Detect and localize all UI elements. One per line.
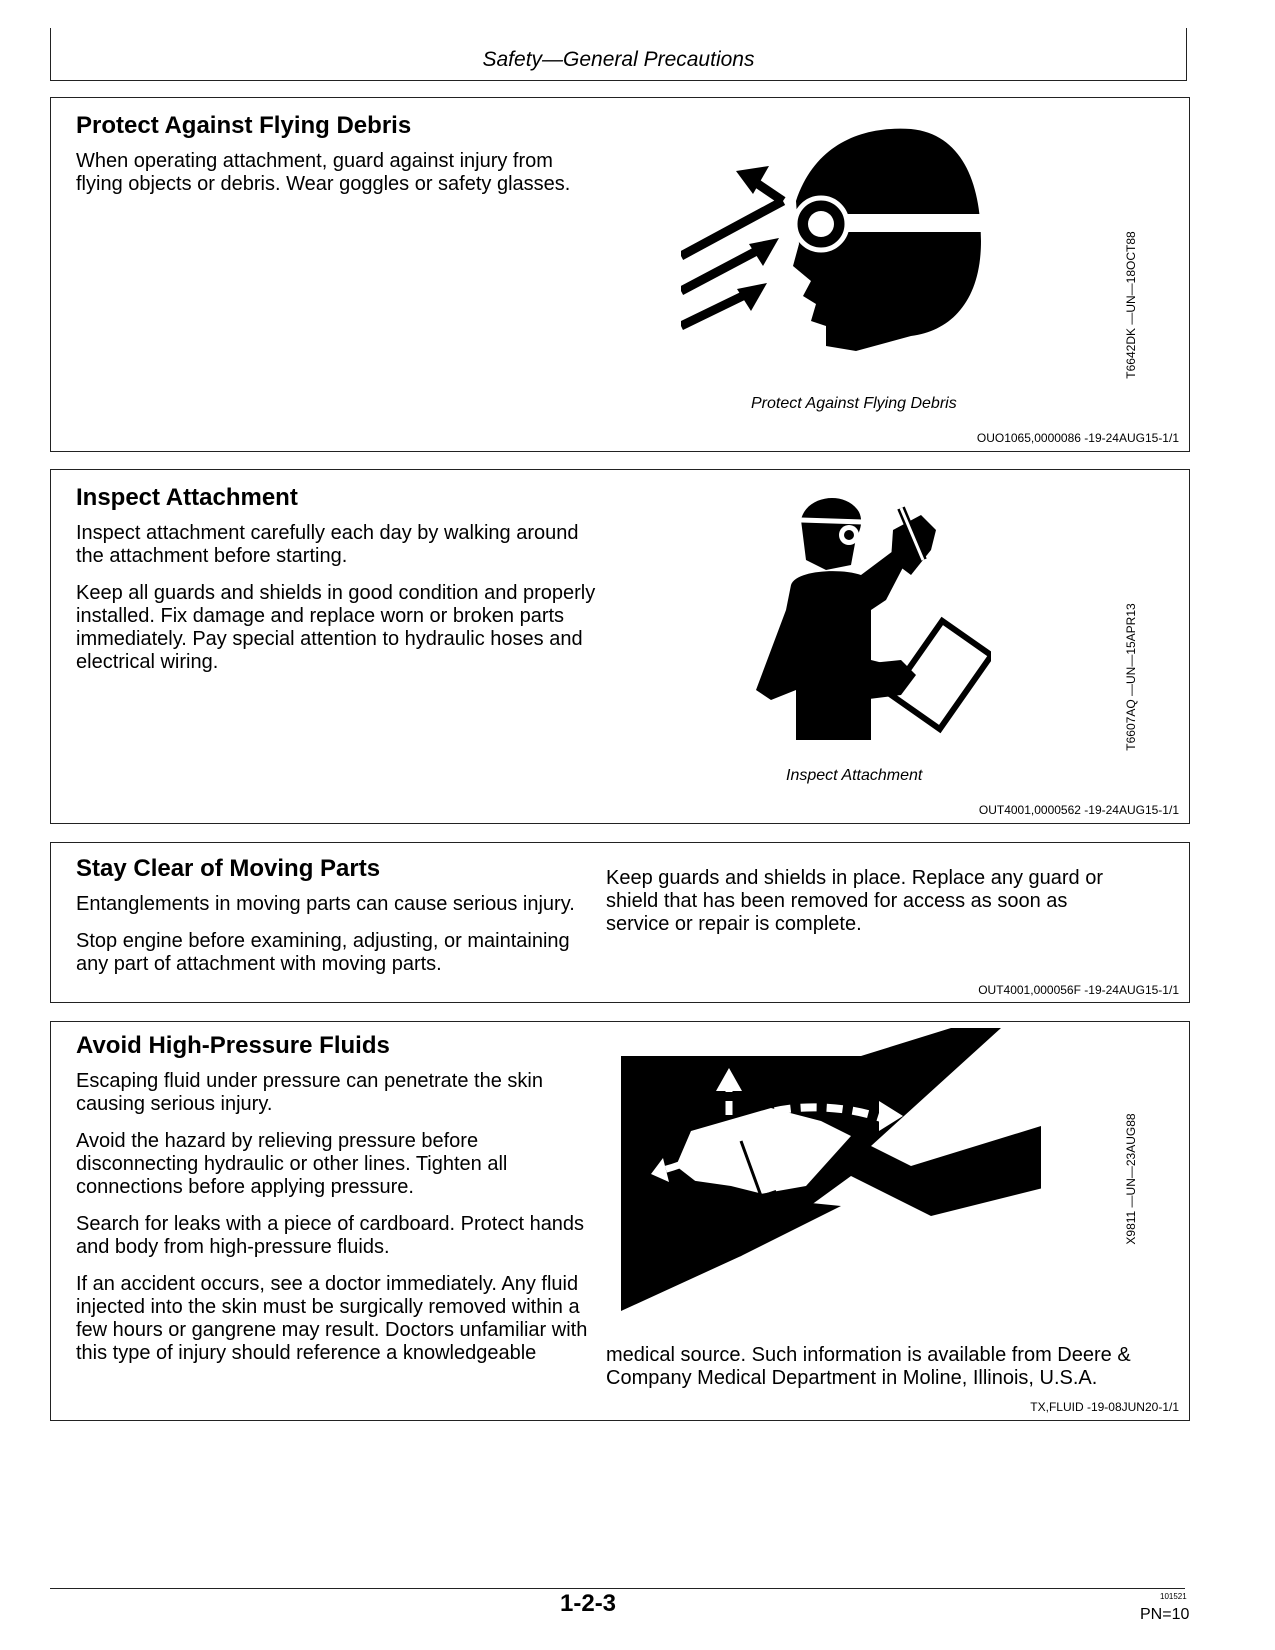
paragraph: Keep all guards and shields in good condition and properly installed. Fix damage and replace worn or broken parts immediately. Pay special attention to hydraulic hoses and electrical wiring.: [76, 582, 596, 673]
section-body-right: [606, 1344, 1146, 1404]
paragraph: Inspect attachment carefully each day by walking around the attachment before starting.: [76, 522, 579, 567]
reference-code: OUT4001,000056F -19-24AUG15-1/1: [978, 983, 1179, 997]
section-body: [76, 1070, 596, 1379]
page-number: 1-2-3: [560, 1590, 617, 1617]
reference-code: OUT4001,0000562 -19-24AUG15-1/1: [978, 803, 1179, 817]
header-title: Safety—General Precautions: [482, 48, 755, 71]
paragraph: Entanglements in moving parts can cause serious injury.: [76, 893, 575, 915]
section-body: [76, 893, 596, 990]
section-moving-parts: [50, 842, 1190, 1003]
section-body-right: [606, 867, 1126, 950]
section-body: [76, 522, 596, 688]
paragraph: Stop engine before examining, adjusting, or maintaining any part of attachment with moving parts.: [76, 930, 570, 975]
section-high-pressure: [50, 1021, 1190, 1421]
image-caption: Protect Against Flying Debris: [751, 395, 957, 412]
section-inspect-attachment: [50, 469, 1190, 824]
goggles-debris-icon: [681, 126, 1001, 361]
section-flying-debris: [50, 97, 1190, 452]
high-pressure-fluid-icon: [621, 1026, 1041, 1311]
page-header: [50, 28, 1187, 81]
image-code: T6607AQ —UN—15APR13: [1124, 603, 1138, 751]
reference-code: OUO1065,0000086 -19-24AUG15-1/1: [976, 431, 1179, 445]
inspector-clipboard-icon: [751, 490, 991, 745]
section-title: Avoid High-Pressure Fluids: [76, 1032, 390, 1059]
paragraph: If an accident occurs, see a doctor immediately. Any fluid injected into the skin must be surgically removed within a few hours or gangrene may result. Doctors unfamiliar with this type of injury should reference a knowledgeable: [76, 1273, 588, 1364]
footer-divider: [50, 1588, 1185, 1589]
paragraph: Search for leaks with a piece of cardboard. Protect hands and body from high-pressure fluids.: [76, 1213, 585, 1258]
pn-label: PN=10: [1140, 1606, 1190, 1623]
paragraph: Keep guards and shields in place. Replace any guard or shield that has been removed for access as soon as service or repair is complete.: [606, 867, 1103, 935]
paragraph: Escaping fluid under pressure can penetrate the skin causing serious injury.: [76, 1070, 543, 1115]
image-caption: Inspect Attachment: [786, 767, 923, 784]
reference-code: TX,FLUID -19-08JUN20-1/1: [1030, 1400, 1179, 1414]
section-title: Stay Clear of Moving Parts: [76, 855, 381, 882]
paragraph: Avoid the hazard by relieving pressure before disconnecting hydraulic or other lines. Tighten all connections before applying pressure.: [76, 1130, 508, 1198]
image-code: T6642DK —UN—18OCT88: [1124, 231, 1138, 379]
paragraph: When operating attachment, guard against injury from flying objects or debris. Wear goggles or safety glasses.: [76, 150, 571, 195]
section-title: Protect Against Flying Debris: [76, 112, 412, 139]
section-title: Inspect Attachment: [76, 484, 298, 511]
paragraph: medical source. Such information is available from Deere & Company Medical Department in Moline, Illinois, U.S.A.: [606, 1344, 1131, 1389]
footer-code: 101521: [1160, 1592, 1187, 1601]
image-code: X9811 —UN—23AUG88: [1124, 1113, 1138, 1245]
section-body: [76, 150, 596, 210]
